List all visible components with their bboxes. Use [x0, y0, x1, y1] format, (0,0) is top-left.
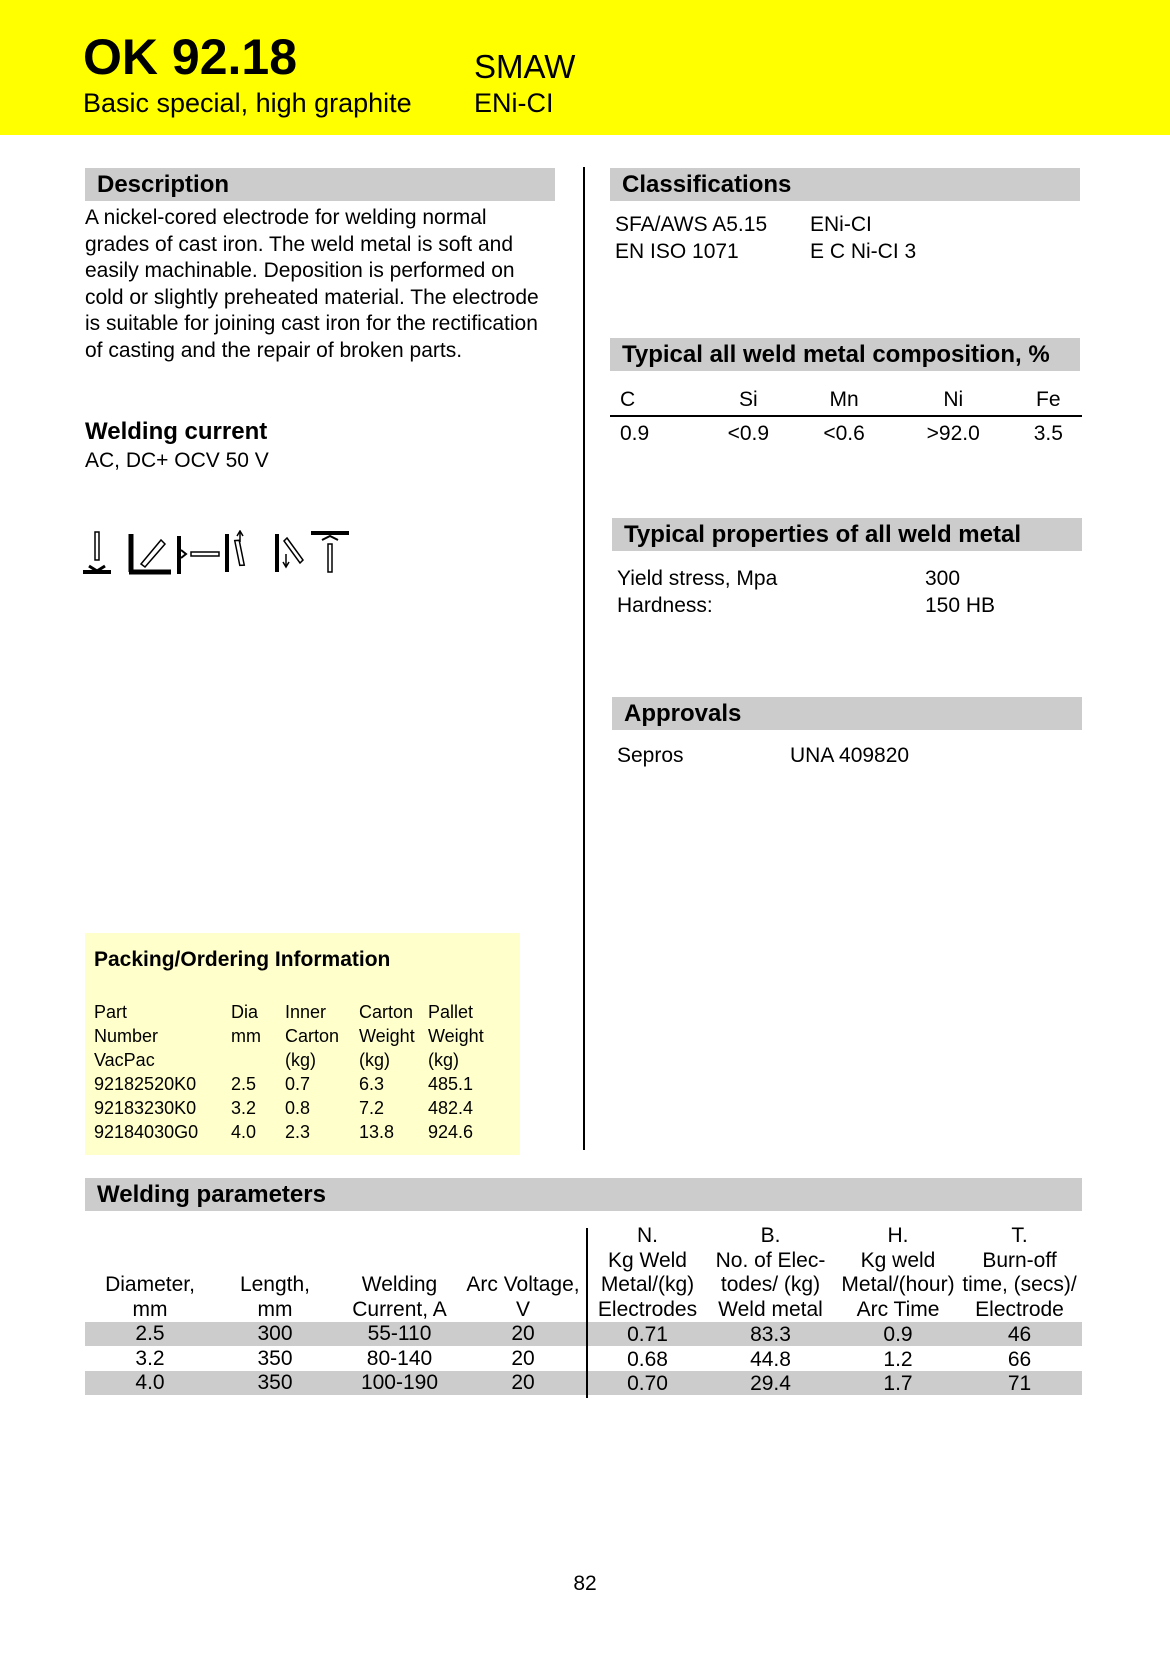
wp-b: 83.3 [750, 1323, 791, 1346]
packing-carton-weight: 7.2 [359, 1098, 385, 1118]
wp-header-line: time, (secs)/ [962, 1273, 1077, 1296]
wp-header-line: mm [132, 1297, 168, 1321]
packing-pallet-weight: 485.1 [428, 1074, 474, 1094]
packing-header: (kg) [285, 1050, 316, 1070]
composition-header: C [610, 385, 700, 416]
wp-diameter: 3.2 [135, 1347, 165, 1370]
packing-header: Part [94, 1002, 128, 1022]
packing-inner-carton: 2.3 [285, 1122, 311, 1142]
wp-length: 350 [257, 1347, 293, 1370]
vertical-down-icon [277, 534, 303, 572]
description-line: easily machinable. Deposition is performed on [85, 259, 515, 282]
wp-header-line: V [515, 1297, 530, 1321]
property-label: Hardness: [617, 594, 713, 617]
composition-header: Mn [796, 385, 892, 416]
packing-header: Weight [359, 1026, 415, 1046]
description-line: A nickel-cored electrode for welding normal [85, 206, 487, 229]
packing-table [94, 1000, 498, 1144]
overhead-position-icon [311, 533, 349, 572]
packing-diameter: 3.2 [231, 1098, 257, 1118]
horizontal-vertical-fillet-icon [129, 534, 171, 572]
composition-value: <0.9 [727, 422, 770, 445]
wp-h: 1.2 [883, 1348, 913, 1371]
description-heading: Description [85, 168, 555, 201]
wp-header-t [957, 1224, 1082, 1322]
wp-header-line: Electrode [975, 1297, 1064, 1321]
packing-pallet-weight: 482.4 [428, 1098, 474, 1118]
table-divider [586, 1228, 588, 1398]
horizontal-position-icon [179, 536, 219, 574]
wp-h: 1.7 [883, 1372, 913, 1395]
wp-current: 100-190 [360, 1371, 439, 1394]
packing-part-number: 92182520K0 [94, 1074, 197, 1094]
wp-header-diameter [95, 1273, 205, 1322]
approval-body: Sepros [617, 744, 684, 767]
packing-header: Carton [359, 1002, 414, 1022]
wp-diameter: 2.5 [135, 1322, 165, 1345]
composition-header: Fe [1015, 385, 1082, 416]
packing-header: Inner [285, 1002, 327, 1022]
wp-header-line: Diameter, [105, 1273, 195, 1296]
wp-n: 0.68 [627, 1348, 668, 1371]
wp-header-line: Electrodes [597, 1297, 698, 1321]
product-title: OK 92.18 [83, 29, 298, 85]
composition-heading: Typical all weld metal composition, % [610, 338, 1080, 371]
wp-t: 71 [1007, 1372, 1032, 1395]
page-number: 82 [573, 1572, 597, 1595]
composition-table [610, 385, 1082, 451]
wp-header-line: H. [887, 1224, 909, 1247]
wp-header-line: Burn-off [982, 1248, 1057, 1272]
wp-current: 55-110 [367, 1322, 432, 1345]
packing-row [94, 1096, 498, 1120]
packing-header: (kg) [428, 1050, 459, 1070]
wp-header-line: Length, [239, 1273, 311, 1296]
wp-h: 0.9 [883, 1323, 913, 1346]
composition-header: Ni [892, 385, 1015, 416]
wp-current: 80-140 [366, 1347, 433, 1370]
composition-header-row [610, 385, 1082, 416]
packing-inner-carton: 0.8 [285, 1098, 311, 1118]
wp-length: 300 [257, 1322, 293, 1345]
classification-value: ENi-CI [810, 213, 872, 236]
wp-b: 44.8 [750, 1348, 791, 1371]
packing-carton-weight: 13.8 [359, 1122, 395, 1142]
packing-diameter: 4.0 [231, 1122, 257, 1142]
classifications-heading: Classifications [610, 168, 1080, 201]
packing-header-row [94, 1024, 498, 1048]
description-line: is suitable for joining cast iron for the rectification [85, 312, 538, 335]
welding-current-heading: Welding current [85, 418, 268, 445]
wp-length: 350 [257, 1371, 293, 1394]
wp-header-length [220, 1273, 330, 1322]
packing-part-number: 92184030G0 [94, 1122, 199, 1142]
packing-header: Number [94, 1026, 159, 1046]
property-label: Yield stress, Mpa [617, 567, 778, 590]
wp-header-line: Arc Time [856, 1297, 940, 1321]
welding-parameters-heading: Welding parameters [85, 1178, 1082, 1211]
welding-current-value: AC, DC+ OCV 50 V [85, 449, 269, 472]
property-value: 300 [925, 567, 961, 590]
wp-header-line: mm [257, 1297, 293, 1321]
packing-header: Pallet [428, 1002, 474, 1022]
packing-header-row [94, 1048, 498, 1072]
wp-b: 29.4 [750, 1372, 791, 1395]
packing-part-number: 92183230K0 [94, 1098, 197, 1118]
wp-header-line: Kg Weld [608, 1248, 687, 1272]
wp-header-n [590, 1224, 705, 1322]
approvals-heading: Approvals [612, 697, 1082, 730]
process-classification: ENi-CI [474, 88, 554, 118]
wp-header-line: Current, A [352, 1297, 447, 1321]
packing-header [231, 1048, 285, 1072]
wp-header-line: B. [760, 1224, 781, 1247]
composition-value: >92.0 [926, 422, 980, 445]
wp-header-line: Welding [361, 1273, 438, 1296]
column-divider [583, 167, 585, 1150]
composition-value: 3.5 [1033, 422, 1063, 445]
wp-header-line: Metal/(kg) [600, 1273, 695, 1296]
composition-value: <0.6 [823, 422, 865, 445]
description-line: of casting and the repair of broken parts. [85, 338, 463, 362]
packing-header: Carton [285, 1026, 340, 1046]
packing-heading: Packing/Ordering Information [94, 948, 391, 971]
classification-standard: EN ISO 1071 [615, 240, 739, 263]
packing-header: mm [231, 1026, 261, 1046]
wp-header-line: Weld metal [718, 1297, 823, 1321]
packing-header: Dia [231, 1002, 259, 1022]
vertical-up-icon [227, 531, 251, 572]
packing-inner-carton: 0.7 [285, 1074, 311, 1094]
wp-t: 66 [1007, 1348, 1032, 1371]
wp-t: 46 [1007, 1323, 1032, 1346]
wp-n: 0.71 [627, 1323, 668, 1346]
wp-n: 0.70 [627, 1372, 668, 1395]
product-subtitle: Basic special, high graphite [83, 88, 412, 118]
packing-header: (kg) [359, 1050, 390, 1070]
wp-voltage: 20 [511, 1322, 535, 1345]
wp-header-line: todes/ (kg) [720, 1273, 821, 1296]
wp-header-b [708, 1224, 833, 1322]
flat-position-icon [83, 532, 111, 572]
description-line: grades of cast iron. The weld metal is soft and [85, 232, 513, 256]
composition-value: 0.9 [620, 422, 650, 445]
wp-header-line: T. [1011, 1224, 1028, 1247]
wp-voltage: 20 [511, 1371, 535, 1394]
wp-header-h [833, 1224, 963, 1322]
description-line: cold or slightly preheated material. The electrode [85, 285, 539, 309]
packing-diameter: 2.5 [231, 1074, 257, 1094]
wp-header-line: No. of Elec- [715, 1248, 826, 1272]
wp-header-line: Metal/(hour) [841, 1273, 955, 1296]
wp-diameter: 4.0 [135, 1371, 165, 1394]
classification-standard: SFA/AWS A5.15 [615, 213, 768, 236]
welding-positions-icons [83, 530, 373, 576]
wp-header-current [337, 1273, 462, 1322]
packing-header: VacPac [94, 1050, 155, 1070]
properties-heading: Typical properties of all weld metal [612, 518, 1082, 551]
packing-pallet-weight: 924.6 [428, 1122, 474, 1142]
wp-header-line: Arc Voltage, [466, 1273, 580, 1296]
approval-number: UNA 409820 [790, 744, 910, 767]
composition-header: Si [700, 385, 796, 416]
packing-header: Weight [428, 1026, 484, 1046]
process-type: SMAW [474, 48, 576, 85]
packing-header-row [94, 1000, 498, 1024]
packing-row [94, 1120, 498, 1144]
classification-value: E C Ni-CI 3 [810, 240, 917, 263]
wp-voltage: 20 [511, 1347, 535, 1370]
wp-header-line: Kg weld [860, 1248, 936, 1272]
property-value: 150 HB [925, 594, 996, 617]
packing-row [94, 1072, 498, 1096]
packing-carton-weight: 6.3 [359, 1074, 385, 1094]
composition-value-row [610, 416, 1082, 451]
wp-header-line: N. [637, 1224, 658, 1247]
wp-header-voltage [462, 1273, 584, 1322]
description-text [85, 205, 575, 364]
